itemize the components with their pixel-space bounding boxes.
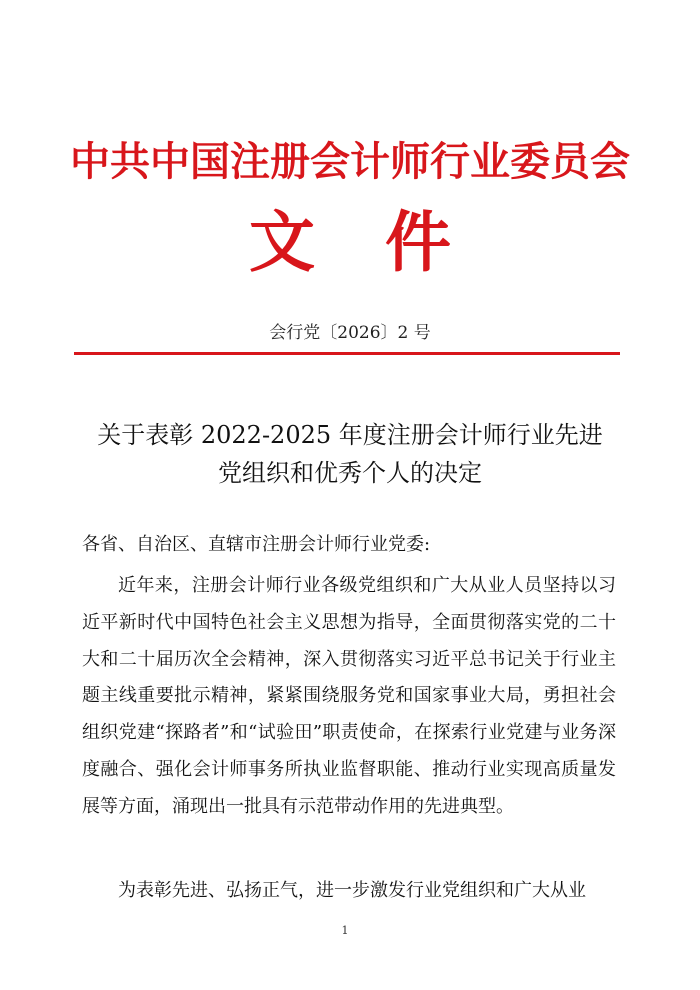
body-paragraph-2: 为表彰先进、弘扬正气，进一步激发行业党组织和广大从业	[118, 880, 586, 901]
document-heading-char-1: 文	[249, 203, 315, 281]
red-separator-line	[74, 352, 620, 355]
salutation: 各省、自治区、直辖市注册会计师行业党委:	[82, 534, 431, 555]
title-line-1: 关于表彰 2022-2025 年度注册会计师行业先进	[97, 421, 603, 449]
body-paragraph-1: 近年来，注册会计师行业各级党组织和广大从业人员坚持以习近平新时代中国特色社会主义思想为指导，全面贯彻落实党的二十大和二十届历次全会精神，深入贯彻落实习近平总书记关于行业主题主线重要批示精神，紧紧围绕服务党和国家事业大局，勇担社会组织党建“探路者”和“试验田”职责使命，在探索行业党建与业务深度融合、强化会计师事务所执业监督职能、推动行业实现高质量发展等方面，涌现出一批具有示范带动作用的先进典型。	[82, 575, 616, 817]
title-line-2: 党组织和优秀个人的决定	[218, 459, 482, 487]
page-number: 1	[341, 924, 349, 937]
issuer-header: 中共中国注册会计师行业委员会	[70, 138, 630, 185]
document-number: 会行党〔2026〕2 号	[269, 323, 431, 343]
document-heading-char-2: 件	[385, 203, 451, 281]
document-title	[60, 416, 640, 492]
document-heading	[0, 204, 700, 280]
